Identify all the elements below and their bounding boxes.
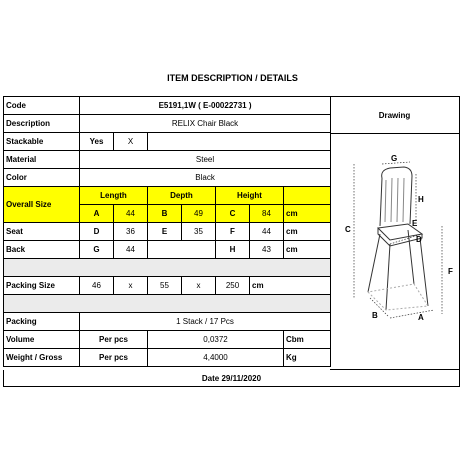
stackable-label: Stackable bbox=[4, 133, 80, 151]
packing-size-x1: x bbox=[114, 277, 148, 295]
row-weight bbox=[4, 349, 331, 367]
drawing-letter-d: D bbox=[416, 235, 422, 244]
back-unit: cm bbox=[284, 241, 331, 259]
size-letter-b: B bbox=[148, 205, 182, 223]
drawing-letter-g: G bbox=[391, 154, 398, 163]
volume-label: Volume bbox=[4, 331, 80, 349]
seat-value-e: 35 bbox=[182, 223, 216, 241]
drawing-title: Drawing bbox=[378, 111, 411, 120]
row-seat bbox=[4, 223, 331, 241]
length-header: Length bbox=[80, 187, 148, 205]
weight-per: Per pcs bbox=[80, 349, 148, 367]
drawing-panel bbox=[330, 96, 460, 370]
color-value: Black bbox=[80, 169, 331, 187]
row-stackable bbox=[4, 133, 331, 151]
packing-value: 1 Stack / 17 Pcs bbox=[80, 313, 331, 331]
height-header: Height bbox=[216, 187, 284, 205]
stackable-empty bbox=[148, 133, 331, 151]
document-title: ITEM DESCRIPTION / DETAILS bbox=[167, 73, 298, 83]
packing-size-x2: x bbox=[182, 277, 216, 295]
back-empty bbox=[148, 241, 216, 259]
depth-header: Depth bbox=[148, 187, 216, 205]
overall-size-label: Overall Size bbox=[4, 187, 80, 223]
size-header-empty bbox=[284, 187, 331, 205]
row-back bbox=[4, 241, 331, 259]
document-date: Date 29/11/2020 bbox=[3, 370, 460, 387]
weight-value: 4,4000 bbox=[148, 349, 284, 367]
packing-label: Packing bbox=[4, 313, 80, 331]
stackable-mark: X bbox=[114, 133, 148, 151]
size-value-a: 44 bbox=[114, 205, 148, 223]
color-label: Color bbox=[4, 169, 80, 187]
spec-table bbox=[3, 96, 331, 367]
weight-label: Weight / Gross bbox=[4, 349, 80, 367]
seat-letter-e: E bbox=[148, 223, 182, 241]
back-value-g: 44 bbox=[114, 241, 148, 259]
packing-size-width: 55 bbox=[148, 277, 182, 295]
volume-value: 0,0372 bbox=[148, 331, 284, 349]
code-label: Code bbox=[4, 97, 80, 115]
seat-label: Seat bbox=[4, 223, 80, 241]
packing-size-unit: cm bbox=[250, 277, 331, 295]
volume-per: Per pcs bbox=[80, 331, 148, 349]
spacer-cell bbox=[4, 259, 331, 277]
back-value-h: 43 bbox=[250, 241, 284, 259]
back-letter-h: H bbox=[216, 241, 250, 259]
drawing-letter-f: F bbox=[448, 267, 453, 276]
packing-size-label: Packing Size bbox=[4, 277, 80, 295]
volume-unit: Cbm bbox=[284, 331, 331, 349]
size-value-b: 49 bbox=[182, 205, 216, 223]
drawing-letter-e: E bbox=[412, 219, 418, 228]
drawing-letter-h: H bbox=[418, 195, 424, 204]
chair-drawing bbox=[330, 134, 460, 371]
row-packing-size bbox=[4, 277, 331, 295]
material-value: Steel bbox=[80, 151, 331, 169]
stackable-yes: Yes bbox=[80, 133, 114, 151]
row-description bbox=[4, 115, 331, 133]
row-material bbox=[4, 151, 331, 169]
row-color bbox=[4, 169, 331, 187]
row-spacer-2 bbox=[4, 295, 331, 313]
size-unit: cm bbox=[284, 205, 331, 223]
code-value: E5191,1W ( E-00022731 ) bbox=[80, 97, 331, 115]
packing-size-height: 250 bbox=[216, 277, 250, 295]
row-volume bbox=[4, 331, 331, 349]
drawing-letter-a: A bbox=[418, 313, 424, 322]
size-letter-c: C bbox=[216, 205, 250, 223]
seat-value-d: 36 bbox=[114, 223, 148, 241]
size-value-c: 84 bbox=[250, 205, 284, 223]
drawing-letter-c: C bbox=[345, 225, 351, 234]
spacer-cell bbox=[4, 295, 331, 313]
row-size-headers bbox=[4, 187, 331, 205]
row-spacer-1 bbox=[4, 259, 331, 277]
packing-size-length: 46 bbox=[80, 277, 114, 295]
back-label: Back bbox=[4, 241, 80, 259]
drawing-letter-b: B bbox=[372, 311, 378, 320]
weight-unit: Kg bbox=[284, 349, 331, 367]
size-letter-a: A bbox=[80, 205, 114, 223]
back-letter-g: G bbox=[80, 241, 114, 259]
row-code bbox=[4, 97, 331, 115]
seat-unit: cm bbox=[284, 223, 331, 241]
seat-letter-f: F bbox=[216, 223, 250, 241]
description-value: RELIX Chair Black bbox=[80, 115, 331, 133]
row-packing bbox=[4, 313, 331, 331]
description-label: Description bbox=[4, 115, 80, 133]
material-label: Material bbox=[4, 151, 80, 169]
seat-value-f: 44 bbox=[250, 223, 284, 241]
seat-letter-d: D bbox=[80, 223, 114, 241]
